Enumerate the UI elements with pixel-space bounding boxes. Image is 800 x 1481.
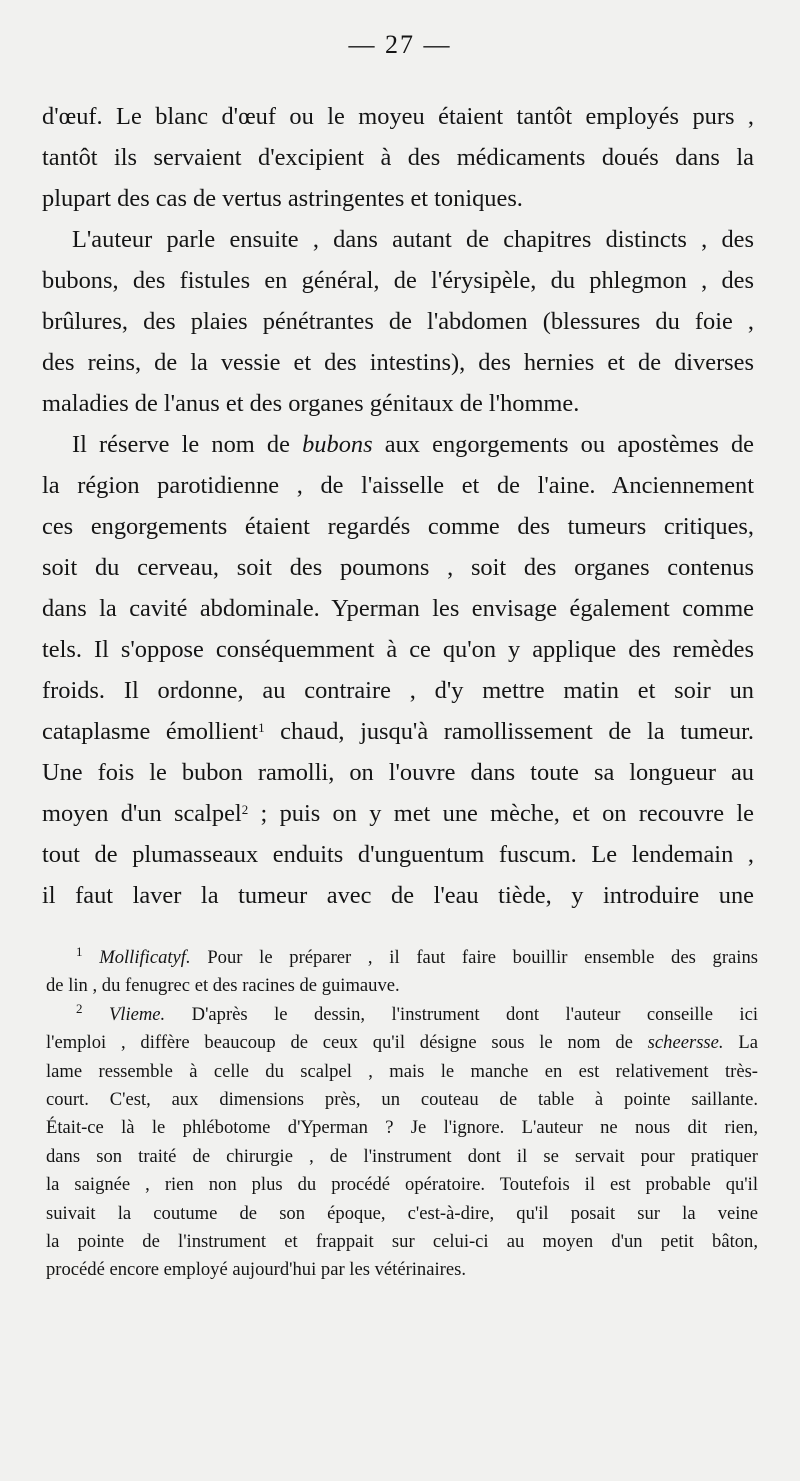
footnote-2-line: lame ressemble à celle du scalpel , mais le manche en est relativement très- [46, 1060, 758, 1082]
text-line: tels. Il s'oppose conséquemment à ce qu'on y applique des remèdes [42, 636, 754, 663]
footnote-2-line: la saignée , rien non plus du procédé opératoire. Toutefois il est probable qu'il [46, 1174, 758, 1196]
text-line: soit du cerveau, soit des poumons , soit des organes contenus [42, 554, 754, 581]
text-run: aux engorgements ou apostèmes de [372, 431, 754, 458]
italic-term: scheersse. [647, 1032, 724, 1054]
text-line: Une fois le bubon ramolli, on l'ouvre dans toute sa longueur au [42, 759, 754, 786]
text-line: bubons, des fistules en général, de l'érysipèle, du phlegmon , des [42, 267, 754, 294]
text-line: des reins, de la vessie et des intestins), des hernies et de diverses [42, 349, 754, 376]
text-line: tantôt ils servaient d'excipient à des médicaments doués dans la [42, 144, 754, 171]
footnote-2-line: la pointe de l'instrument et frappait sur celui-ci au moyen d'un petit bâton, [46, 1230, 758, 1252]
text-run: moyen d'un scalpel [42, 800, 242, 827]
text-line: d'œuf. Le blanc d'œuf ou le moyeu étaient tantôt employés purs , [42, 103, 754, 130]
text-line: maladies de l'anus et des organes génitaux de l'homme. [42, 390, 580, 417]
text-line: plupart des cas de vertus astringentes et toniques. [42, 185, 523, 212]
text-line [42, 793, 754, 834]
footnote-marker-2: 2 [76, 1000, 83, 1016]
text-run: chaud, jusqu'à ramollissement de la tumeur. [264, 718, 755, 745]
footnote-2-line [46, 1001, 758, 1029]
footnote-2-line: suivait la coutume de son époque, c'est-à-dire, qu'il posait sur la veine [46, 1202, 758, 1224]
footnote-1-line: de lin , du fenugrec et des racines de guimauve. [46, 975, 400, 997]
text-line: il faut laver la tumeur avec de l'eau tiède, y introduire une [42, 882, 754, 909]
footnote-2-line: Était-ce là le phlébotome d'Yperman ? Je l'ignore. L'auteur ne nous dit rien, [46, 1117, 758, 1139]
text-line: la région parotidienne , de l'aisselle et de l'aine. Anciennement [42, 472, 754, 499]
italic-term: bubons [302, 431, 373, 458]
text-line [42, 424, 754, 465]
footnote-term: Vlieme. [108, 1003, 166, 1025]
text-line [42, 711, 754, 752]
text-line: tout de plumasseaux enduits d'unguentum fuscum. Le lendemain , [42, 841, 754, 868]
text-line: L'auteur parle ensuite , dans autant de chapitres distincts , des [72, 226, 754, 253]
text-run: Pour le préparer , il faut faire bouillir ensemble des grains [190, 947, 758, 968]
text-line: dans la cavité abdominale. Yperman les envisage également comme [42, 595, 754, 622]
text-run: l'emploi , diffère beaucoup de ceux qu'il désigne sous le nom de [46, 1032, 648, 1054]
main-text [42, 96, 754, 916]
text-run: Il réserve le nom de [72, 431, 303, 458]
footnote-term: Mollificatyf. [99, 947, 191, 968]
text-run: ; puis on y met une mèche, et on recouvre le [248, 800, 755, 827]
text-line: froids. Il ordonne, au contraire , d'y mettre matin et soir un [42, 677, 754, 704]
footnote-2-line: procédé encore employé aujourd'hui par les vétérinaires. [46, 1259, 466, 1281]
footnote-2-line: court. C'est, aux dimensions près, un couteau de table à pointe saillante. [46, 1088, 758, 1110]
footnotes [46, 944, 758, 1285]
footnote-marker-1: 1 [76, 944, 83, 959]
footnote-2-line [46, 1029, 758, 1057]
text-run: D'après le dessin, l'instrument dont l'auteur conseille ici [165, 1003, 758, 1025]
page-number: — 27 — [348, 30, 452, 59]
footnote-1-line [46, 944, 758, 972]
footnote-2-line: dans son traité de chirurgie , de l'instrument dont il se servait pour pratiquer [46, 1145, 758, 1167]
text-line: ces engorgements étaient regardés comme des tumeurs critiques, [42, 513, 754, 540]
text-run: cataplasme émollient [42, 718, 259, 745]
text-run: La [723, 1032, 758, 1054]
text-line: brûlures, des plaies pénétrantes de l'abdomen (blessures du foie , [42, 308, 754, 335]
footnote-ref-1[interactable]: 1 [258, 720, 265, 735]
footnote-ref-2[interactable]: 2 [241, 802, 249, 817]
